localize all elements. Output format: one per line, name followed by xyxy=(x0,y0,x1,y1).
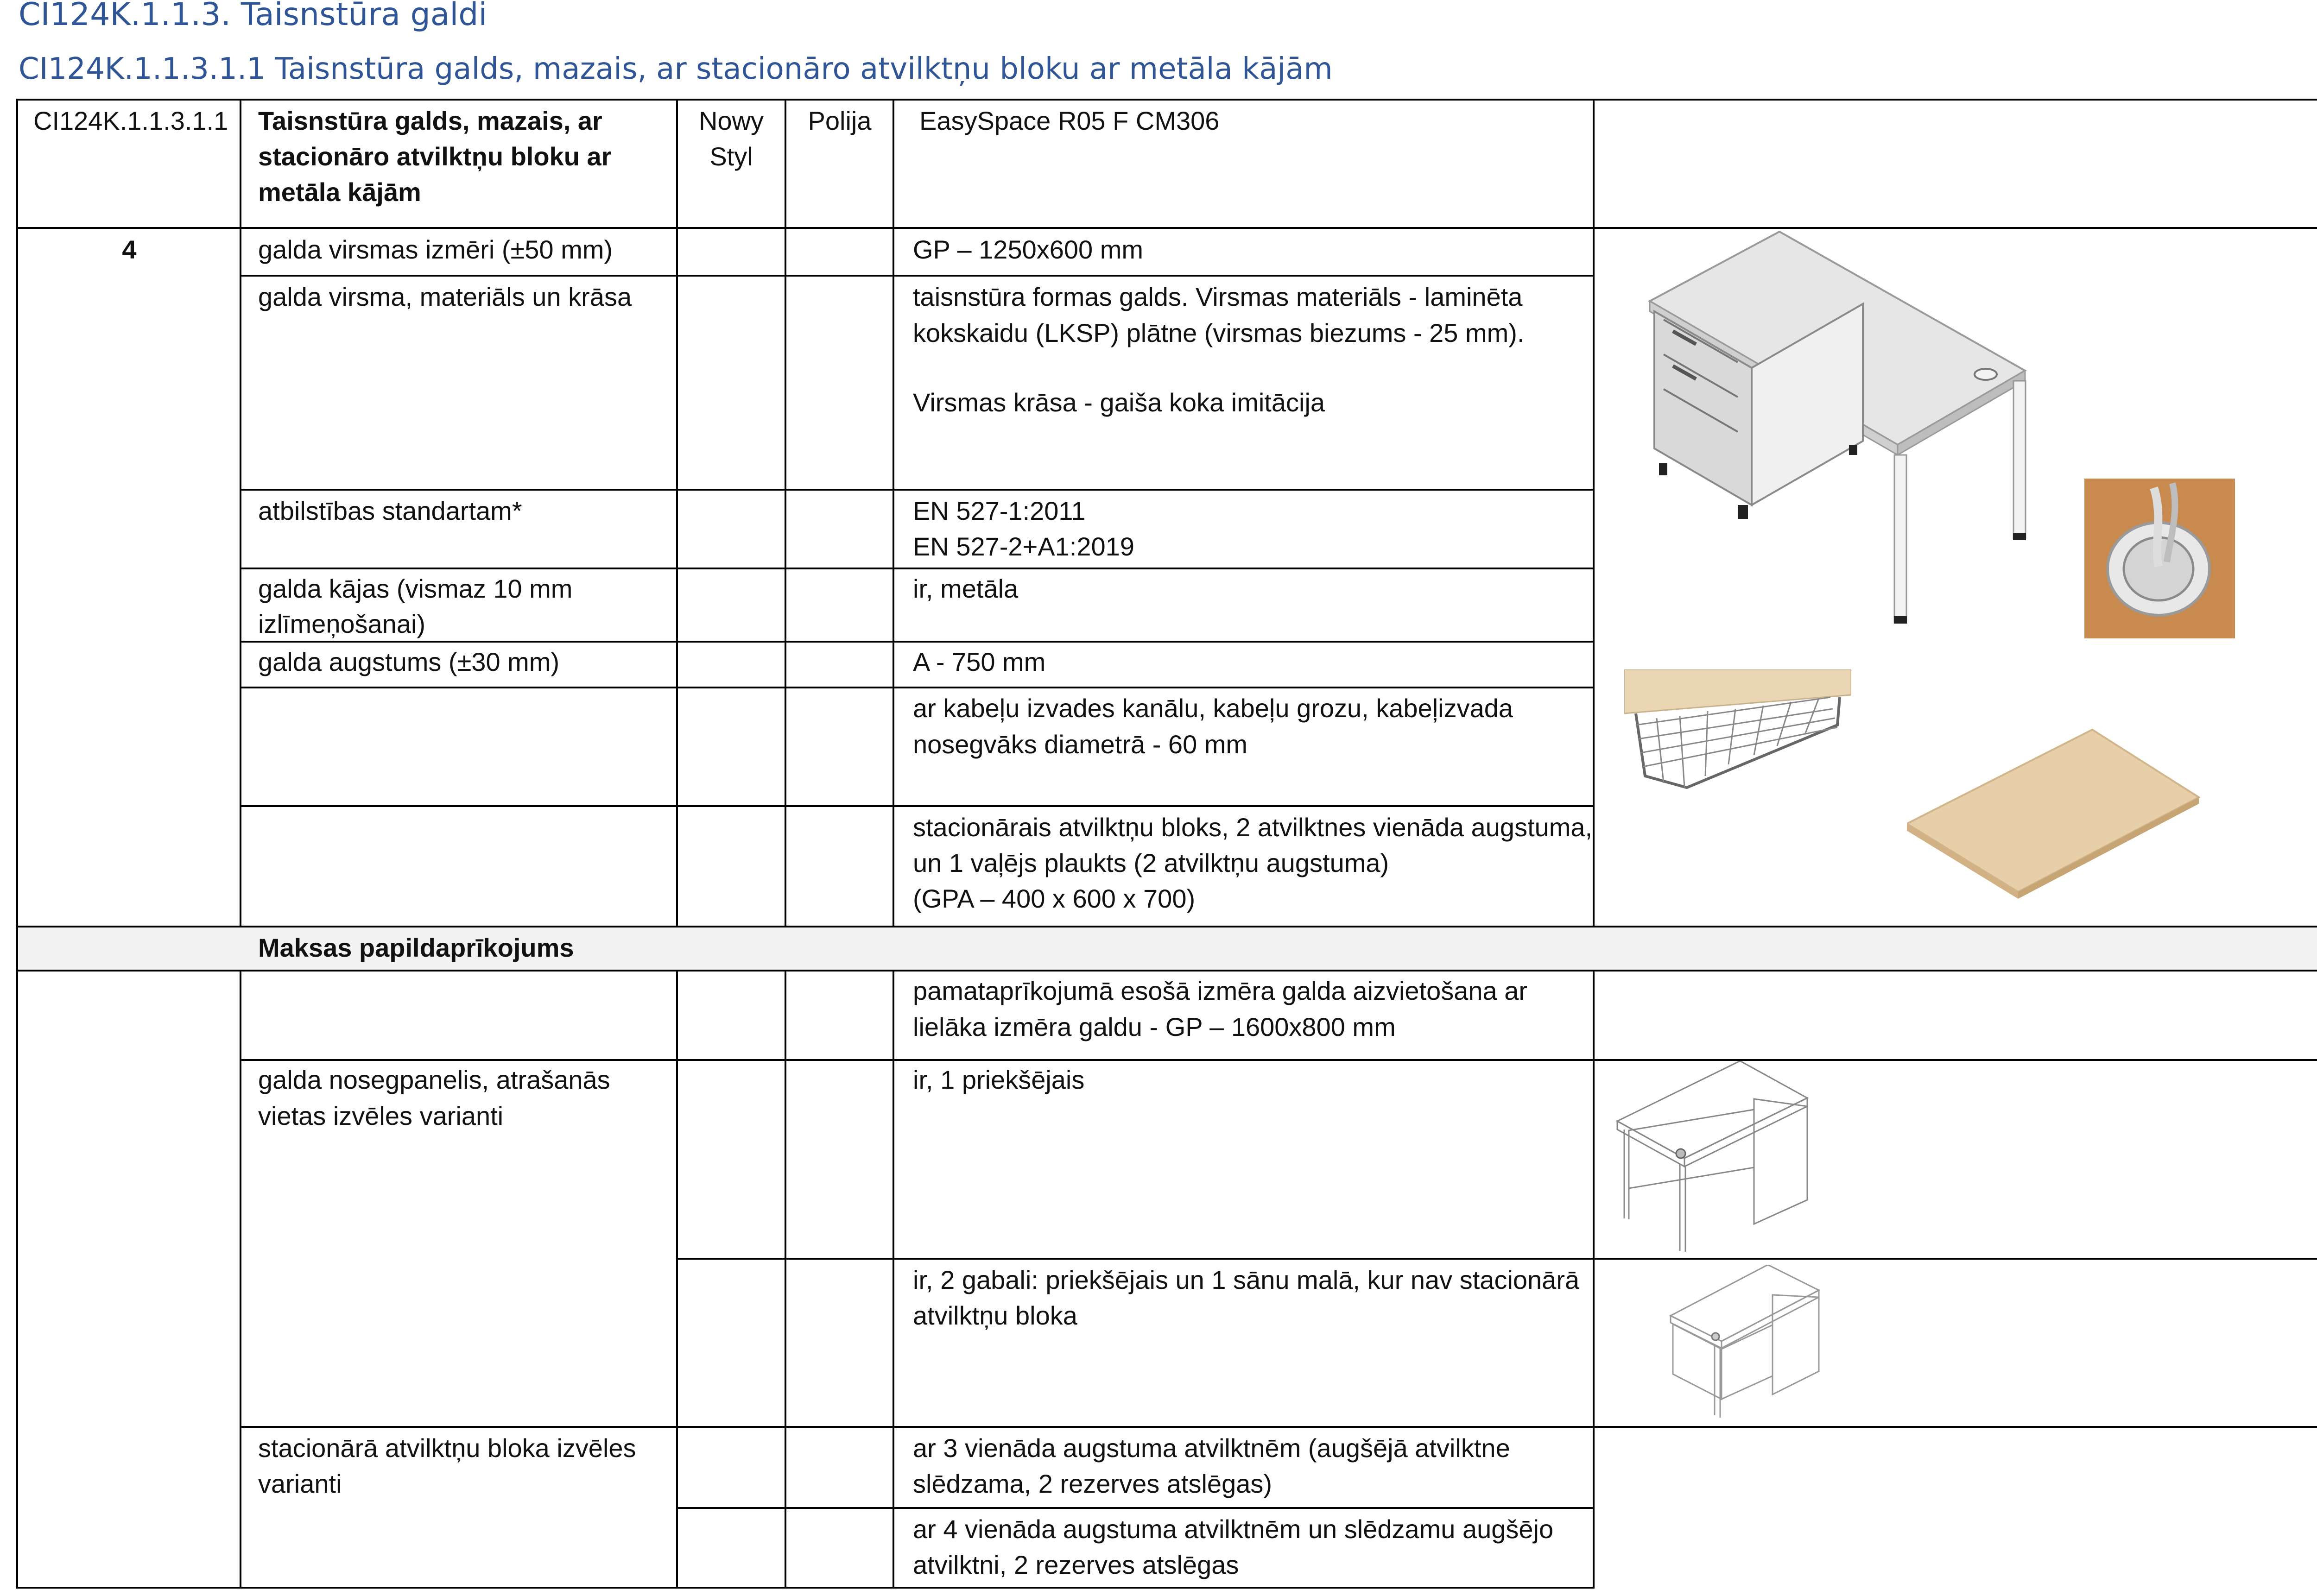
extras-heading: Maksas papildaprīkojums xyxy=(258,933,574,962)
product-title-line: stacionāro atvilktņu bloku ar xyxy=(258,142,612,171)
table-line xyxy=(16,99,2317,101)
param-value: nosegvāks diametrā - 60 mm xyxy=(913,730,1248,759)
param-label: galda kājas (vismaz 10 mm xyxy=(258,574,573,603)
cable-basket-image xyxy=(1624,669,1851,795)
table-line xyxy=(1593,970,1595,1589)
table-line xyxy=(16,970,2317,971)
param-value: A - 750 mm xyxy=(913,647,1046,676)
column-header-nowy-styl: Styl xyxy=(709,142,753,171)
table-line xyxy=(240,568,1595,569)
table-line xyxy=(240,275,1595,277)
param-label: izlīmeņošanai) xyxy=(258,609,426,638)
param-value: taisnstūra formas galds. Virsmas materiāls - laminēta xyxy=(913,282,1523,311)
table-line xyxy=(893,970,894,1589)
param-value: ir, 1 priekšējais xyxy=(913,1065,1085,1094)
product-title-line: Taisnstūra galds, mazais, ar xyxy=(258,106,602,135)
table-line xyxy=(240,1426,2317,1428)
param-value: ar 3 vienāda augstuma atvilktnēm (augšējā atvilktne xyxy=(913,1433,1510,1463)
param-label: atbilstības standartam* xyxy=(258,496,522,525)
row-number: 4 xyxy=(122,235,137,264)
param-label: vietas izvēles varianti xyxy=(258,1101,504,1130)
desktop-board-image xyxy=(1907,725,2201,899)
param-label: galda virsmas izmēri (±50 mm) xyxy=(258,235,613,264)
table-line xyxy=(676,99,678,927)
table-line xyxy=(1593,99,1595,927)
param-value: atvilktņu bloka xyxy=(913,1301,1077,1330)
param-value: EN 527-1:2011 xyxy=(913,496,1086,525)
param-label: galda augstums (±30 mm) xyxy=(258,647,560,676)
desk-product-image xyxy=(1645,227,2039,625)
modesty-panel-side-image xyxy=(1668,1265,1821,1420)
section-heading: CI124K.1.1.3. Taisnstūra galdi xyxy=(19,0,487,33)
param-value: lielāka izmēra galdu - GP – 1600x800 mm xyxy=(913,1012,1396,1041)
param-value: (GPA – 400 x 600 x 700) xyxy=(913,884,1196,913)
product-code: CI124K.1.1.3.1.1 xyxy=(33,106,228,135)
param-value: kokskaidu (LKSP) plātne (virsmas biezums - 25 mm). xyxy=(913,318,1525,347)
param-value: EN 527-2+A1:2019 xyxy=(913,532,1134,561)
param-value: atvilktni, 2 rezerves atslēgas xyxy=(913,1550,1239,1579)
table-line xyxy=(240,489,1595,491)
param-value: un 1 vaļējs plaukts (2 atvilktņu augstuma) xyxy=(913,848,1389,877)
table-line xyxy=(785,99,786,927)
column-header-nowy-styl: Nowy xyxy=(698,106,764,135)
table-line xyxy=(893,99,894,927)
table-line xyxy=(676,1258,2317,1260)
param-label: stacionārā atvilktņu bloka izvēles xyxy=(258,1433,636,1463)
param-value: ir, 2 gabali: priekšējais un 1 sānu malā, kur nav stacionārā xyxy=(913,1265,1580,1294)
param-value: stacionārais atvilktņu bloks, 2 atvilktnes vienāda augstuma, xyxy=(913,813,1593,842)
table-line xyxy=(785,970,786,1589)
table-line xyxy=(240,641,1595,643)
table-line xyxy=(676,970,678,1589)
param-label: galda virsma, materiāls un krāsa xyxy=(258,282,632,311)
table-line xyxy=(240,1059,2317,1061)
param-value: ar kabeļu izvades kanālu, kabeļu grozu, kabeļizvada xyxy=(913,694,1513,723)
param-value: ar 4 vienāda augstuma atvilktnēm un slēdzamu augšējo xyxy=(913,1514,1554,1544)
param-label: galda nosegpanelis, atrašanās xyxy=(258,1065,610,1094)
table-line xyxy=(676,1507,1595,1509)
param-value: GP – 1250x600 mm xyxy=(913,235,1144,264)
column-header-product: EasySpace R05 F CM306 xyxy=(919,106,1220,135)
param-value: pamataprīkojumā esošā izmēra galda aizvietošana ar xyxy=(913,976,1528,1005)
table-line xyxy=(16,1587,1595,1589)
table-line xyxy=(240,805,1595,807)
table-line xyxy=(240,970,241,1589)
cable-grommet-image xyxy=(2084,479,2235,638)
table-line xyxy=(240,687,1595,688)
param-label: varianti xyxy=(258,1469,342,1498)
param-value: slēdzama, 2 rezerves atslēgas) xyxy=(913,1469,1272,1498)
product-title-line: metāla kājām xyxy=(258,177,421,207)
table-line xyxy=(240,99,241,927)
param-value: Virsmas krāsa - gaiša koka imitācija xyxy=(913,388,1325,417)
subsection-heading: CI124K.1.1.3.1.1 Taisnstūra galds, mazais, ar stacionāro atvilktņu bloku ar metāla kājām xyxy=(19,52,1333,86)
column-header-polija: Polija xyxy=(808,106,872,135)
table-line xyxy=(16,99,18,1589)
modesty-panel-front-image xyxy=(1615,1061,1810,1255)
table-line xyxy=(16,926,2317,927)
param-value: ir, metāla xyxy=(913,574,1019,603)
